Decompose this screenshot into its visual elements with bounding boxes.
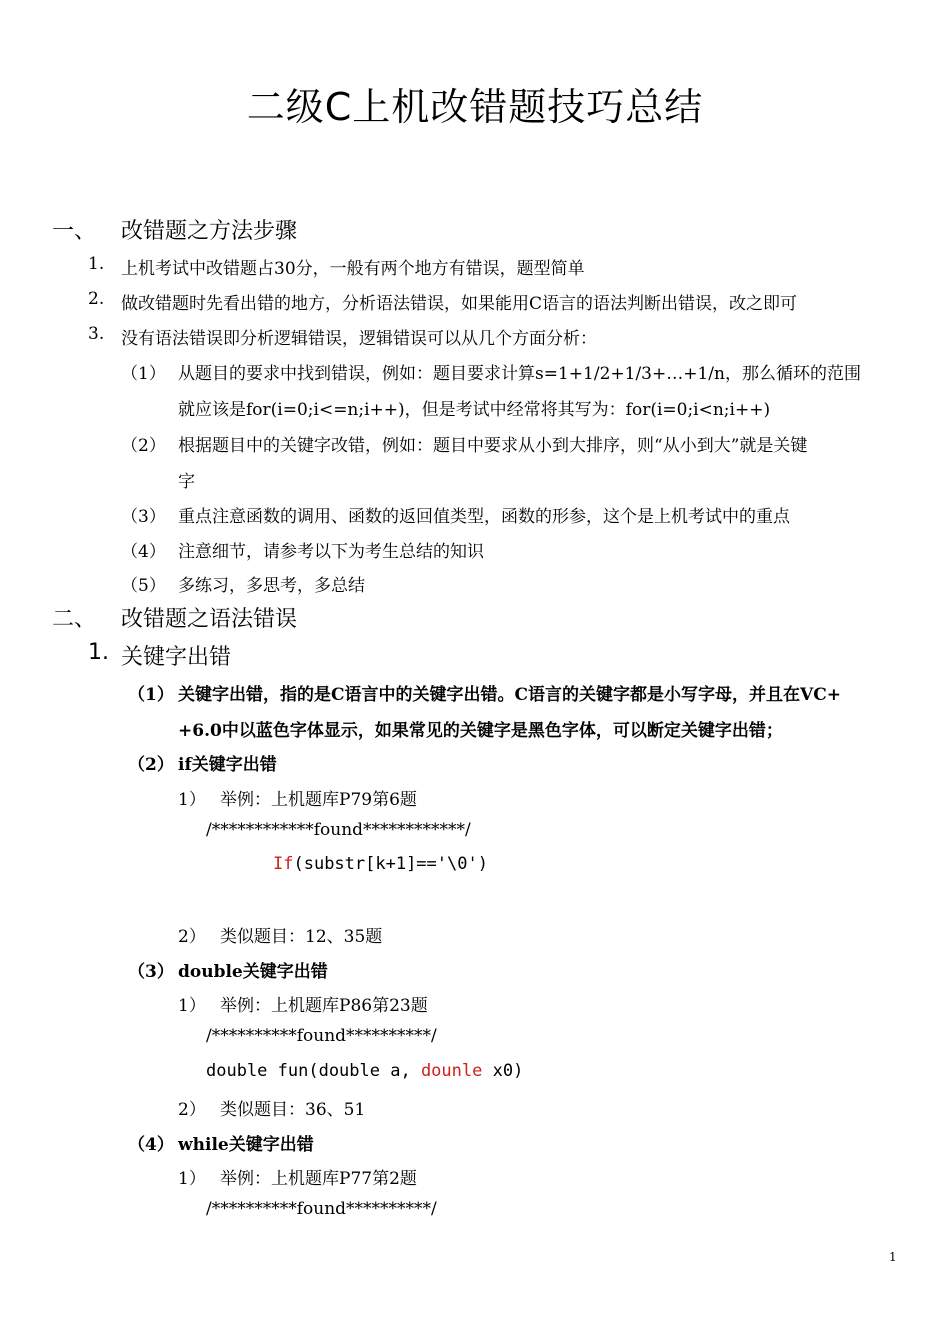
k1-number: （1） — [128, 685, 174, 705]
k2-similar-number: 2） — [178, 927, 206, 947]
k2-example-number: 1） — [178, 790, 206, 810]
s1-item-2-text: 做改错题时先看出错的地方，分析语法错误，如果能用C语言的语法判断出错误，改之即可 — [121, 294, 798, 314]
k4-found-marker: /**********found**********/ — [206, 1199, 437, 1219]
s1-sub-4-line1: 注意细节，请参考以下为考生总结的知识 — [178, 542, 484, 562]
section-2-heading: 改错题之语法错误 — [121, 607, 298, 632]
k3-similar-text: 类似题目：36、51 — [220, 1100, 366, 1120]
k3-code-post: x0) — [482, 1061, 524, 1081]
k2-code-rest: (substr[k+1]=='\0') — [293, 854, 488, 874]
section-1-number: 一、 — [52, 219, 97, 244]
s1-sub-3-number: （3） — [121, 507, 166, 527]
section-2-number: 二、 — [52, 607, 97, 632]
k1-line1: 关键字出错，指的是C语言中的关键字出错。C语言的关键字都是小写字母，并且在VC+ — [178, 685, 842, 705]
k2-code-error-keyword: If — [273, 854, 294, 874]
s1-item-1-number: 1. — [88, 254, 105, 274]
page-number: 1 — [889, 1250, 897, 1264]
k2-example-text: 举例：上机题库P79第6题 — [220, 790, 417, 810]
s1-sub-2-line2: 字 — [178, 472, 195, 492]
s1-item-2-number: 2. — [88, 289, 105, 309]
s1-item-3-text: 没有语法错误即分析逻辑错误，逻辑错误可以从几个方面分析： — [121, 329, 597, 349]
s1-sub-4-number: （4） — [121, 542, 166, 562]
section-2-1-heading: 关键字出错 — [121, 645, 232, 670]
k4-heading: while关键字出错 — [178, 1135, 314, 1155]
k2-similar-text: 类似题目：12、35题 — [220, 927, 383, 947]
s1-sub-2-line1: 根据题目中的关键字改错，例如：题目中要求从小到大排序，则“从小到大”就是关键 — [178, 436, 808, 456]
k2-code-line — [273, 854, 488, 874]
k1-line2: +6.0中以蓝色字体显示，如果常见的关键字是黑色字体，可以断定关键字出错； — [178, 721, 783, 741]
k3-number: （3） — [128, 962, 174, 982]
s1-sub-3-line1: 重点注意函数的调用、函数的返回值类型，函数的形参，这个是上机考试中的重点 — [178, 507, 790, 527]
k3-code-line — [206, 1061, 523, 1081]
k4-example-number: 1） — [178, 1169, 206, 1189]
s1-sub-1-line1: 从题目的要求中找到错误，例如：题目要求计算s=1+1/2+1/3+…+1/n，那么循环的范围 — [178, 364, 861, 384]
k4-example-text: 举例：上机题库P77第2题 — [220, 1169, 417, 1189]
s1-item-1-text: 上机考试中改错题占30分，一般有两个地方有错误，题型简单 — [121, 259, 585, 279]
section-1-heading: 改错题之方法步骤 — [121, 219, 298, 244]
s1-sub-1-number: （1） — [121, 364, 166, 384]
s1-item-3-number: 3. — [88, 324, 105, 344]
k3-heading: double关键字出错 — [178, 962, 328, 982]
k3-found-marker: /**********found**********/ — [206, 1026, 437, 1046]
document-title: 二级C上机改错题技巧总结 — [246, 85, 704, 129]
k2-heading: if关键字出错 — [178, 755, 277, 775]
k3-example-number: 1） — [178, 996, 206, 1016]
k3-code-error-keyword: dounle — [420, 1061, 483, 1081]
s1-sub-5-number: （5） — [121, 576, 166, 596]
k2-number: （2） — [128, 755, 174, 775]
s1-sub-2-number: （2） — [121, 436, 166, 456]
section-2-1-number: 1. — [88, 640, 109, 665]
k3-example-text: 举例：上机题库P86第23题 — [220, 996, 428, 1016]
k3-similar-number: 2） — [178, 1100, 206, 1120]
s1-sub-1-line2: 就应该是for(i=0;i<=n;i++)，但是考试中经常将其写为：for(i=0;i<n;i++) — [178, 400, 771, 420]
k4-number: （4） — [128, 1135, 174, 1155]
k2-found-marker: /************found************/ — [206, 820, 471, 840]
s1-sub-5-line1: 多练习，多思考，多总结 — [178, 576, 365, 596]
k3-code-pre: double fun(double a, — [206, 1061, 421, 1081]
